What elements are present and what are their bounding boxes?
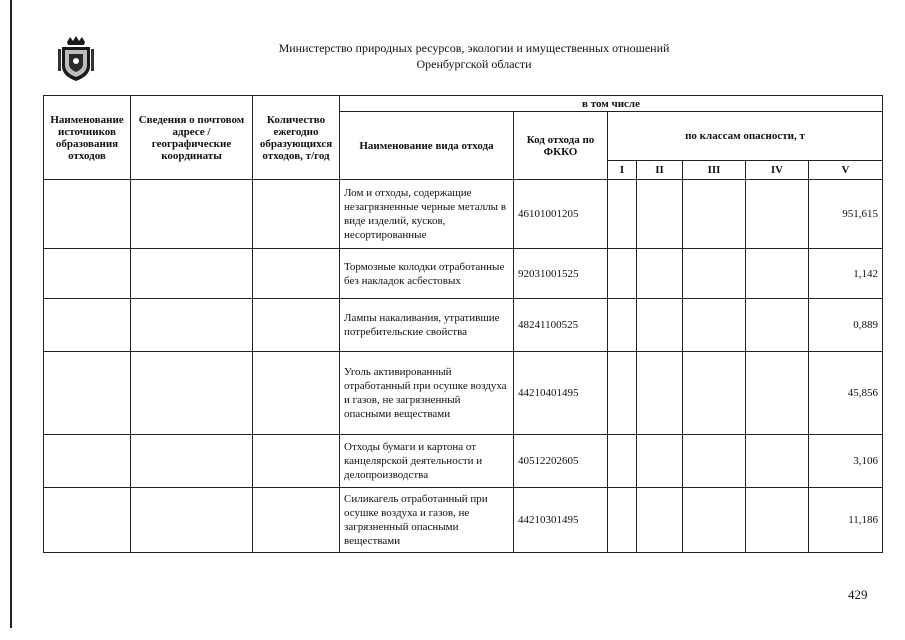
waste-name: Силикагель отработанный при осушке воздуха и газов, не загрязненный опасными веществами xyxy=(340,488,514,553)
header-waste-name: Наименование вида отхода xyxy=(340,112,514,180)
fkko-code: 46101001205 xyxy=(514,180,608,249)
class-v-value: 45,856 xyxy=(809,352,883,435)
table-row xyxy=(44,249,883,299)
ministry-name: Министерство природных ресурсов, экологии и имущественных отношений xyxy=(278,41,670,55)
class-v-value: 1,142 xyxy=(809,249,883,299)
table-row xyxy=(44,488,883,553)
class-v-value: 11,186 xyxy=(809,488,883,553)
fkko-code: 92031001525 xyxy=(514,249,608,299)
header-class-v: V xyxy=(809,161,883,180)
waste-name: Уголь активированный отработанный при осушке воздуха и газов, не загрязненный опасными веществами xyxy=(340,352,514,435)
waste-table xyxy=(43,95,883,553)
header-fkko-code: Код отхода по ФККО xyxy=(514,112,608,180)
fkko-code: 48241100525 xyxy=(514,299,608,352)
class-v-value: 0,889 xyxy=(809,299,883,352)
waste-name: Лампы накаливания, утратившие потребительские свойства xyxy=(340,299,514,352)
waste-name: Лом и отходы, содержащие незагрязненные черные металлы в виде изделий, кусков, несортированные xyxy=(340,180,514,249)
waste-name: Отходы бумаги и картона от канцелярской деятельности и делопроизводства xyxy=(340,435,514,488)
class-v-value: 951,615 xyxy=(809,180,883,249)
fkko-code: 40512202605 xyxy=(514,435,608,488)
header-quantity: Количество ежегодно образующихся отходов, т/год xyxy=(253,96,340,180)
left-margin-rule xyxy=(10,0,12,628)
header-hazard-classes: по классам опасности, т xyxy=(608,112,883,161)
table-row xyxy=(44,352,883,435)
header-class-ii: II xyxy=(637,161,683,180)
header-class-i: I xyxy=(608,161,637,180)
header-class-iii: III xyxy=(683,161,746,180)
document-header xyxy=(200,40,748,72)
header-address: Сведения о почтовом адресе / географические координаты xyxy=(131,96,253,180)
table-row xyxy=(44,180,883,249)
page-number: 429 xyxy=(848,587,868,602)
waste-name: Тормозные колодки отработанные без накладок асбестовых xyxy=(340,249,514,299)
header-class-iv: IV xyxy=(746,161,809,180)
coat-of-arms-icon xyxy=(58,36,94,82)
table-row xyxy=(44,299,883,352)
fkko-code: 44210301495 xyxy=(514,488,608,553)
table-row xyxy=(44,435,883,488)
header-source-name: Наименование источников образования отходов xyxy=(44,96,131,180)
fkko-code: 44210401495 xyxy=(514,352,608,435)
class-v-value: 3,106 xyxy=(809,435,883,488)
header-including: в том числе xyxy=(340,96,883,112)
region-name: Оренбургской области xyxy=(416,57,532,71)
